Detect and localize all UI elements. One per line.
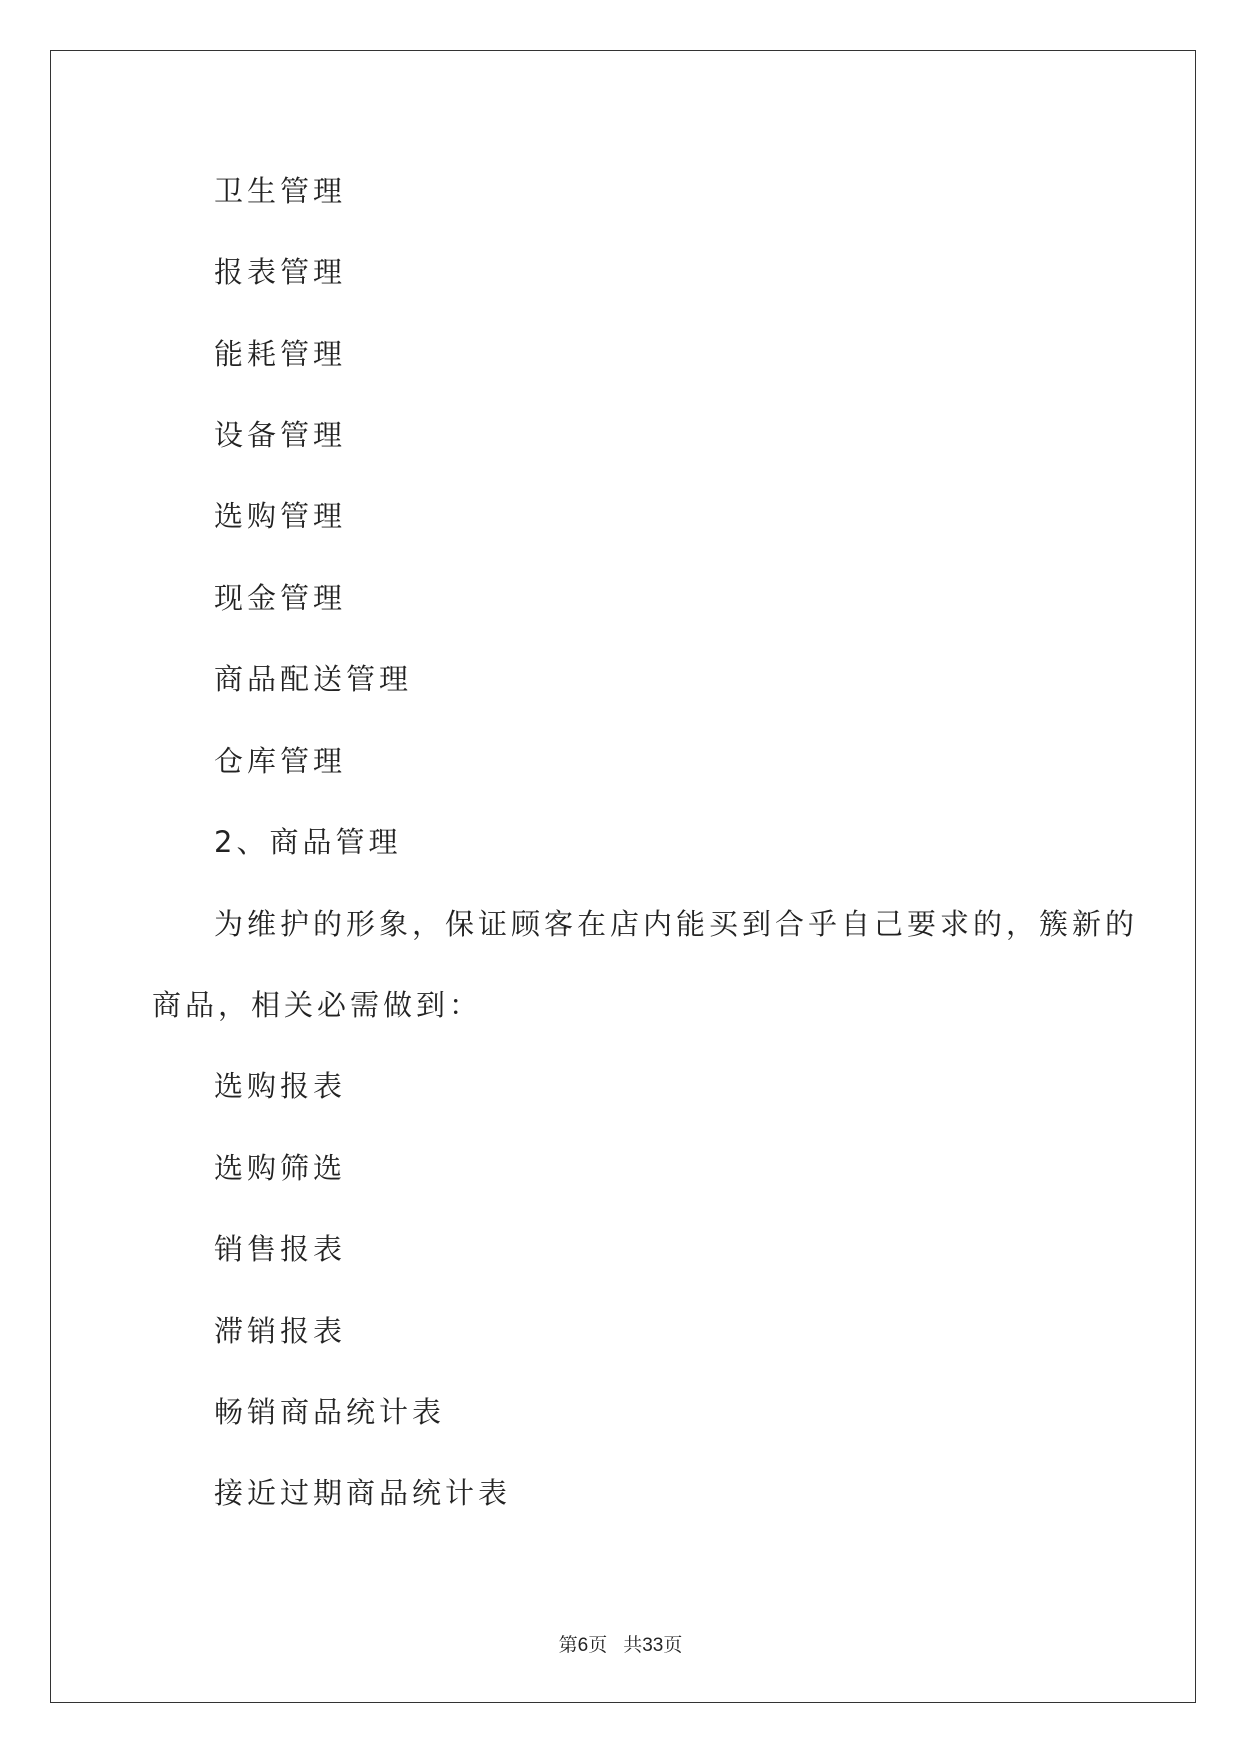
- list-item: 能耗管理: [214, 337, 347, 371]
- list-item: 销售报表: [214, 1232, 347, 1266]
- footer-page-number: 6: [577, 1635, 589, 1656]
- list-item: 选购筛选: [214, 1151, 347, 1185]
- page-border: [50, 50, 1196, 1703]
- footer-page-suffix: 页: [588, 1634, 608, 1656]
- list-item: 选购报表: [214, 1069, 347, 1103]
- footer-total-suffix: 页: [663, 1634, 683, 1656]
- list-item: 商品配送管理: [214, 662, 413, 696]
- paragraph-line-2: 商品，相关必需做到：: [152, 988, 483, 1022]
- list-item: 滞销报表: [214, 1314, 347, 1348]
- footer-total-pages: 33: [642, 1635, 664, 1656]
- list-item: 设备管理: [214, 418, 347, 452]
- footer-prefix: 第: [558, 1634, 578, 1656]
- section-heading: 2、商品管理: [214, 825, 402, 859]
- footer-total-prefix: 共: [623, 1634, 643, 1656]
- list-item: 仓库管理: [214, 744, 347, 778]
- list-item: 报表管理: [214, 255, 347, 289]
- list-item: 现金管理: [214, 581, 347, 615]
- list-item: 接近过期商品统计表: [214, 1476, 512, 1510]
- list-item: 畅销商品统计表: [214, 1395, 446, 1429]
- list-item: 卫生管理: [214, 174, 347, 208]
- list-item: 选购管理: [214, 499, 347, 533]
- page-footer: [0, 1630, 1241, 1657]
- paragraph-line-1: 为维护的形象，保证顾客在店内能买到合乎自己要求的，簇新的: [214, 907, 1139, 941]
